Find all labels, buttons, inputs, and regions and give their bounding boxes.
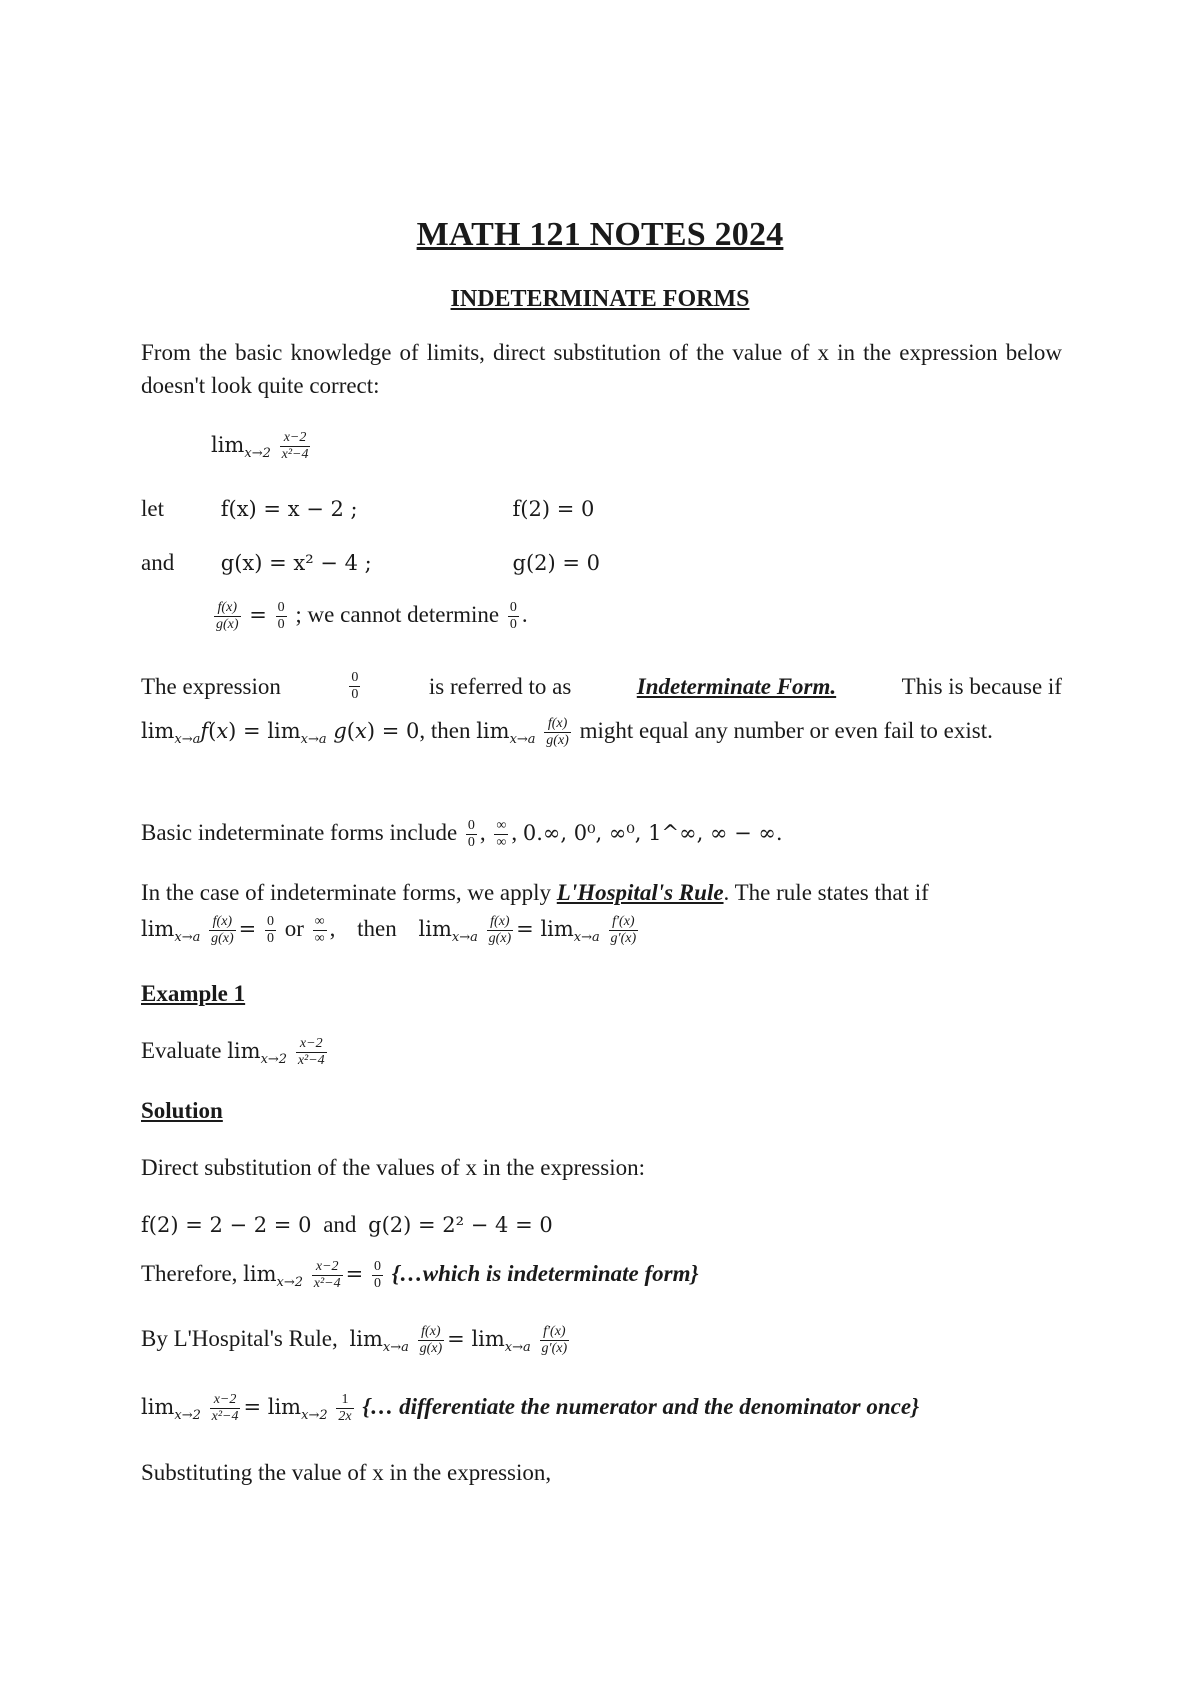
fraction: $\frac{x-2}{\text{x²−4}}$: [211, 1392, 239, 1425]
basic-forms-list: 0.∞, 0⁰, ∞⁰, 1^∞, ∞ − ∞.: [522, 821, 783, 845]
indeterminate-part5: might equal any number or even fail to exist.: [579, 718, 993, 743]
f-definition: f(x) = x − 2 ;: [220, 497, 358, 521]
then-word: then: [357, 916, 397, 941]
zero-over-zero-fraction: $\frac{0}{0}$: [277, 600, 285, 633]
indeterminate-part3: This is because if: [901, 674, 1062, 699]
indeterminate-part1: The expression: [141, 674, 281, 699]
differentiate-note: {… differentiate the numerator and the denominator once}: [362, 1394, 920, 1419]
solution-line-4: By L'Hospital's Rule, $\lim_{x\to a}$ $\frac{f(x)}{g(x)}$ = $\lim_{x\to a}$ $\frac{f'(x)}{g'(x)}$: [141, 1324, 568, 1357]
page-title: MATH 121 NOTES 2024: [416, 216, 784, 253]
lhospital-part1: In the case of indeterminate forms, we apply: [141, 880, 552, 905]
indeterminate-note: {…which is indeterminate form}: [391, 1261, 699, 1286]
derivative-fraction: $\frac{1}{2x}$: [338, 1392, 352, 1425]
intro-paragraph: [141, 336, 1062, 403]
basic-forms-label: Basic indeterminate forms include: [141, 820, 458, 845]
zero-over-zero-fraction: $\frac{0}{0}$: [373, 1259, 381, 1292]
and-label: and: [141, 550, 175, 575]
fraction: $\frac{x-2}{\text{x²−4}}$: [297, 1036, 325, 1069]
f-over-g-fraction: $\frac{f(x)}{g(x)}$: [211, 914, 234, 947]
zero-over-zero-fraction: $\frac{0}{0}$: [351, 670, 359, 703]
indeterminate-line-2: $\lim_{x\to a}f(x) = \lim_{x\to a} g(x) = 0$, then $\lim_{x\to a}$ $\frac{f(x)}{g(x)}$ might equal any number or even fail to exist.: [141, 716, 993, 749]
lhospital-rule-name: L'Hospital's Rule: [556, 880, 724, 905]
lhospital-line-1: [141, 876, 929, 909]
definition-f-row: [141, 492, 594, 525]
solution-line-5: $\lim_{x\to 2}$ $\frac{x-2}{\text{x²−4}}$ = $\lim_{x\to 2}$ $\frac{1}{2x}$ {… differentiate the numerator and the denominator once}: [141, 1392, 920, 1425]
lhospital-part2: . The rule states that if: [723, 880, 929, 905]
g-substitution: g(2) = 2² − 4 = 0: [368, 1213, 553, 1237]
indeterminate-line-1: [141, 670, 1062, 703]
section-title: INDETERMINATE FORMS: [450, 286, 750, 312]
intro-text: From the basic knowledge of limits, direct substitution of the value of x in the expression below doesn't look quite correct:: [141, 340, 1062, 399]
limit-symbol: $\lim_{x\to 2}$: [211, 433, 271, 461]
by-rule-label: By L'Hospital's Rule,: [141, 1326, 338, 1351]
basic-forms-row: Basic indeterminate forms include $\frac{0}{0}$ , $\frac{\infty}{\infty}$ , 0.∞, 0⁰, ∞⁰, 1^∞, ∞ − ∞.: [141, 818, 783, 851]
fraction: $\frac{x-2}{\text{x²−4}}$: [281, 430, 309, 463]
f-value: f(2) = 0: [512, 497, 595, 521]
g-definition: g(x) = x² − 4 ;: [220, 551, 372, 575]
f-over-g-fraction: $\frac{f(x)}{g(x)}$: [419, 1324, 443, 1357]
fraction: $\frac{x-2}{\text{x²−4}}$: [313, 1259, 341, 1292]
solution-line-3: Therefore, $\lim_{x\to 2}$ $\frac{x-2}{\text{x²−4}}$ = $\frac{0}{0}$ {…which is indeterminate form}: [141, 1259, 699, 1292]
f-over-g-fraction: $\frac{f(x)}{g(x)}$: [216, 600, 239, 633]
f-over-g-fraction: $\frac{f(x)}{g(x)}$: [488, 914, 512, 947]
evaluate-label: Evaluate: [141, 1038, 222, 1063]
indeterminate-part2: is referred to as: [428, 674, 572, 699]
therefore-label: Therefore,: [141, 1261, 238, 1286]
g-value: g(2) = 0: [512, 551, 600, 575]
indeterminate-part4: , then: [419, 718, 471, 743]
solution-line-1: Direct substitution of the values of x in the expression:: [141, 1155, 645, 1180]
indeterminate-form-term: Indeterminate Form.: [636, 674, 837, 699]
zero-over-zero-fraction: $\frac{0}{0}$: [509, 600, 517, 633]
solution-line-6: Substituting the value of x in the expression,: [141, 1460, 552, 1485]
ratio-row: $\frac{f(x)}{g(x)}$ = $\frac{0}{0}$ ; we cannot determine $\frac{0}{0}$ .: [216, 600, 528, 633]
f-substitution: f(2) = 2 − 2 = 0: [141, 1213, 312, 1237]
zero-over-zero-fraction: $\frac{0}{0}$: [267, 914, 274, 947]
fprime-over-gprime-fraction: $\frac{f'(x)}{g'(x)}$: [610, 914, 637, 947]
example-heading: Example 1: [141, 981, 246, 1006]
ratio-text: ; we cannot determine: [295, 602, 500, 627]
fprime-over-gprime-fraction: $\frac{f'(x)}{g'(x)}$: [541, 1324, 568, 1357]
f-over-g-fraction: $\frac{f(x)}{g(x)}$: [546, 716, 569, 749]
solution-heading: Solution: [141, 1098, 223, 1123]
intro-limit-expression: [211, 428, 313, 464]
lhospital-line-2: $\lim_{x\to a}$ $\frac{f(x)}{g(x)}$ = $\frac{0}{0}$ or $\frac{\infty}{\infty}$ , then $\lim_{x\to a}$ $\frac{f(x)}{g(x)}$ = $\lim_{x\to a}$ $\frac{f'(x)}{g'(x)}$: [141, 914, 637, 947]
and-word: and: [323, 1212, 357, 1237]
zero-over-zero-fraction: $\frac{0}{0}$: [467, 818, 475, 851]
solution-line-2: [141, 1208, 553, 1241]
let-label: let: [141, 496, 164, 521]
inf-over-inf-fraction: $\frac{\infty}{\infty}$: [314, 914, 325, 947]
example-evaluate-row: Evaluate $\lim_{x\to 2}$ $\frac{x-2}{\text{x²−4}}$: [141, 1036, 325, 1069]
definition-g-row: [141, 546, 600, 579]
inf-over-inf-fraction: $\frac{\infty}{\infty}$: [496, 818, 507, 851]
or-word: or: [284, 916, 304, 941]
